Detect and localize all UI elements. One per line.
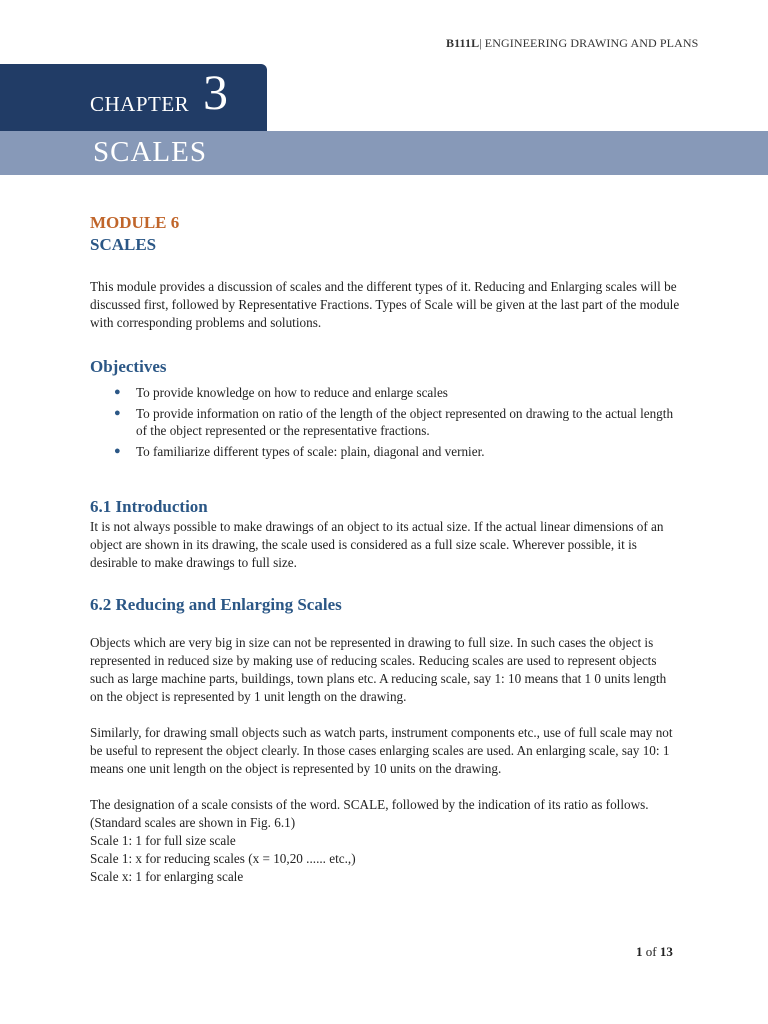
running-header bbox=[446, 36, 698, 51]
bullet-icon: ● bbox=[114, 386, 121, 398]
course-title: ENGINEERING DRAWING AND PLANS bbox=[484, 36, 699, 50]
current-page: 1 bbox=[636, 944, 643, 959]
objective-text: To provide knowledge on how to reduce and enlarge scales bbox=[136, 385, 448, 400]
list-item bbox=[90, 405, 680, 439]
chapter-title: SCALES bbox=[93, 136, 207, 168]
reducing-paragraph-1: Objects which are very big in size can not be represented in drawing to full size. In such cases the object is represented in reduced size by making use of reducing scales. Reducing scales are used to represent objects such as large machine parts, buildings, town plans etc. A reducing scale, say 1: 10 means that 1 0 units length on the object is represented by 1 unit length on the drawing. bbox=[90, 635, 667, 704]
reducing-paragraph-2: Similarly, for drawing small objects such as watch parts, instrument components etc., use of full scale may not be useful to represent the object clearly. In those cases enlarging scales are used. An enlarging scale, say 10: 1 means one unit length on the object is represented by 10 units on the drawing. bbox=[90, 725, 673, 776]
chapter-word: CHAPTER bbox=[90, 92, 190, 116]
list-item bbox=[90, 384, 680, 401]
chapter-number: 3 bbox=[203, 64, 228, 120]
introduction-heading: 6.1 Introduction bbox=[90, 497, 208, 516]
scale-line: Scale x: 1 for enlarging scale bbox=[90, 869, 244, 884]
objective-text: To familiarize different types of scale: plain, diagonal and vernier. bbox=[136, 444, 485, 459]
page-number bbox=[636, 944, 673, 960]
bullet-icon: ● bbox=[114, 407, 121, 419]
page-content bbox=[90, 212, 680, 886]
reducing-paragraph-3: The designation of a scale consists of the word. SCALE, followed by the indication of its ratio as follows. (Standard scales are shown in Fig. 6.1) bbox=[90, 797, 649, 830]
module-title: SCALES bbox=[90, 235, 157, 254]
list-item bbox=[90, 443, 680, 460]
scale-line: Scale 1: 1 for full size scale bbox=[90, 833, 236, 848]
page-of-word: of bbox=[642, 944, 660, 959]
scale-line: Scale 1: x for reducing scales (x = 10,20 ...... etc.,) bbox=[90, 851, 356, 866]
objectives-heading: Objectives bbox=[90, 357, 167, 376]
introduction-text: It is not always possible to make drawings of an object to its actual size. If the actual linear dimensions of an object are shown in its drawing, the scale used is considered as a full size scale. Wherever possible, it is desirable to make drawings to full size. bbox=[90, 519, 664, 570]
header-separator: | bbox=[479, 36, 485, 50]
objectives-list bbox=[90, 384, 680, 460]
module-intro: This module provides a discussion of scales and the different types of it. Reducing and Enlarging scales will be discussed first, followed by Representative Fractions. Types of Scale will be given at the last part of the module with corresponding problems and solutions. bbox=[90, 279, 680, 330]
objective-text: To provide information on ratio of the length of the object represented on drawing to the actual length of the object represented or the representative fractions. bbox=[136, 406, 674, 438]
reducing-heading: 6.2 Reducing and Enlarging Scales bbox=[90, 595, 342, 614]
bullet-icon: ● bbox=[114, 445, 121, 457]
total-pages: 13 bbox=[659, 944, 673, 959]
module-label: MODULE 6 bbox=[90, 213, 180, 232]
course-code: B111L bbox=[446, 36, 480, 50]
